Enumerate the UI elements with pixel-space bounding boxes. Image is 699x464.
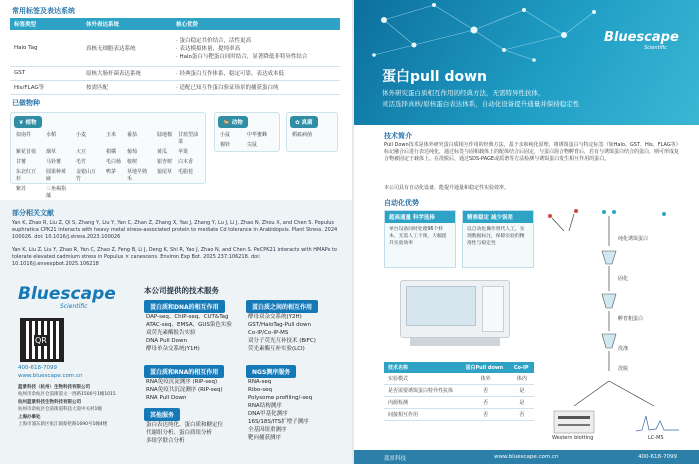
references-title: 部分相关文献 <box>12 209 54 217</box>
species-item: 金银山万竹 <box>75 169 96 182</box>
species-item: 毛脂苞 <box>178 169 194 175</box>
table-row <box>384 409 534 421</box>
service-list-rna <box>146 378 223 402</box>
advantage-line: · 经典蛋白互作体系，稳定可靠，表达成本低 <box>172 66 340 80</box>
service-list-other <box>146 421 223 445</box>
species-item: 苹果 <box>178 149 189 155</box>
banner-subtitle-1: 体外研究蛋白质相互作用的经典方法，无需特异性抗体， <box>382 89 545 97</box>
leaf-icon: ❦ <box>19 120 26 126</box>
service-item: 代谢组分析、蛋白质组分析 <box>146 430 213 436</box>
lc-ms-label: LC-MS <box>648 435 664 441</box>
tag-name: GST <box>10 66 82 80</box>
workflow-step-1: 纯化诱饵蛋白 <box>618 236 649 242</box>
company-phone: 400-618-7099 <box>18 365 57 371</box>
company-website: www.bluescape.com.cn <box>18 373 83 379</box>
table-cell: 是 <box>510 385 534 397</box>
service-item: 靶向捕获测序 <box>248 435 282 441</box>
animal-icon: 🐎 <box>223 120 232 126</box>
entity-name: 蓝景科技（杭州）生物科技有限公司 <box>18 385 90 390</box>
species-item: 毛竹 <box>75 159 86 165</box>
footer-website: www.bluescape.com.cn <box>494 454 559 460</box>
service-group-head: 其他服务 <box>144 408 180 421</box>
animal-label: 动物 <box>231 120 243 126</box>
plant-tag <box>14 116 42 128</box>
table-cell: 否 <box>461 397 509 409</box>
species-item: 玉米 <box>105 132 116 138</box>
fungi-tag <box>290 116 318 128</box>
service-item: 荧光素酶互补实验(LCI) <box>248 346 305 352</box>
service-item: 双分子荧光互补技术 (BiFC) <box>248 338 316 344</box>
service-item: 全基因组重测序 <box>248 427 287 433</box>
company-logo-sub: Scientific <box>60 303 88 310</box>
advantage-card-head: 超高通量 科学选择 <box>385 211 455 223</box>
service-group-head: 蛋白质和RNA的相互作用 <box>144 365 224 378</box>
service-item: 酵母双杂交系统(Y2H) <box>248 314 302 320</box>
hero-banner <box>354 0 699 125</box>
advantage-card-body: 以自动化操作替代人工，实现数据标注，保障实验的精准性与稳定性 <box>467 227 525 246</box>
species-item: 稻瘟病菌 <box>292 132 313 138</box>
service-group-head: NGS测序服务 <box>246 365 296 378</box>
species-item: 三角褐指藻 <box>45 186 66 199</box>
tag-name: His/FLAG等 <box>10 80 82 94</box>
species-item: 毛白杨 <box>105 159 121 165</box>
species-item: 圆果种黄麻 <box>45 169 66 182</box>
table-cell: 体外 <box>461 373 509 385</box>
species-section-title: 已做物种 <box>12 99 40 107</box>
service-item: DAP-seq、ChIP-seq、CUT&Tag <box>146 314 229 320</box>
tags-table <box>10 18 340 95</box>
services-title: 本公司提供的技术服务 <box>144 286 219 295</box>
reference-1: Yan K, Zhao R, Liu Z, Qi S, Zhang Y, Liu Y, Yan C, Zhan Z, Zhang X, Yao J, Zhang Y, Lu J, Li J, Zhao N, Zhou X, and Chen S. Populus euphratica CPK21 interacts with heavy metal stress-associated protein to mediate Cd tolerance in Arabidopsis. Plant Stress. 2024 100026. doi: 10.1016/j.stress.2023.100026 <box>12 220 338 240</box>
fungi-species-list <box>292 131 336 138</box>
compare-header: 技术名称 <box>384 362 461 373</box>
tag-name: Halo Tag <box>10 30 82 66</box>
species-item: 银杏树 <box>156 159 172 165</box>
reference-2: Yan K, Liu Z, Liu Y, Zhao R, Yan C, Zhao Z, Feng B, Li J, Deng K, Shi R, Yao J, Zhao N, and Chen S. PeCPK21 interacts with HMAPs to tolerate elevated cadmium stress in Populus × canescens. Environ Exp Bot. 2025 237:106218. doi: 10.1016/j.envexpbot.2025.106218 <box>12 247 337 267</box>
service-list-ngs <box>248 378 312 442</box>
species-item: 狼尾草 <box>156 169 172 175</box>
species-item: 桉树 <box>126 159 137 165</box>
species-item: 鸭茅 <box>105 169 116 175</box>
service-item: RNA Pull Down <box>146 395 187 401</box>
banner-title: 蛋白pull down <box>382 69 487 85</box>
workflow-step-5: 洗脱 <box>618 366 629 372</box>
service-group-head: 蛋白质之间的相互作用 <box>246 300 318 313</box>
service-item: Ribo-seq <box>248 387 273 393</box>
compare-header: 蛋白Pull down <box>461 362 509 373</box>
table-cell: 内源检测 <box>384 397 461 409</box>
automation-instrument-image <box>400 276 510 350</box>
table-cell: 是否需要诱饵蛋白特异性抗体 <box>384 385 461 397</box>
species-item: 水稻 <box>45 132 56 138</box>
service-item: Co-IP/Co-IP-MS <box>248 330 289 336</box>
service-item: DNA Pull Down <box>146 338 187 344</box>
species-item: 烟草 <box>45 149 56 155</box>
table-row <box>10 80 340 94</box>
service-group-head: 蛋白质和DNA的相互作用 <box>144 300 225 313</box>
species-item: 黄瓜 <box>156 149 167 155</box>
table-cell: 否 <box>510 409 534 421</box>
animal-tag <box>218 116 248 128</box>
tags-header-tag: 标签类型 <box>10 18 82 30</box>
species-item: 甘薯 <box>16 159 27 165</box>
entity-name: 杭州蓝景科技生物科技有限公司 <box>18 400 81 405</box>
advantage-card-precision <box>462 210 534 268</box>
advantage-line: · 适配已知互作蛋白验证场景的捕获蛋白纯 <box>172 80 340 94</box>
species-item: 东北红豆杉 <box>16 169 37 182</box>
table-cell: 间接相互作用 <box>384 409 461 421</box>
species-item: 甘蓝型油菜 <box>178 132 199 145</box>
service-item: 多组学联合分析 <box>146 438 185 444</box>
banner-logo: Bluescape <box>604 30 679 45</box>
service-list-protein <box>248 313 316 353</box>
workflow-diagram <box>544 206 692 446</box>
species-item: 紫苏 <box>16 186 27 192</box>
table-row <box>10 66 340 80</box>
animal-species-list <box>220 131 278 148</box>
western-blot-label: Western blotting <box>552 435 594 441</box>
service-item: 蛋白表达纯化、蛋白质和糖定位 <box>146 422 224 428</box>
advantage-card-throughput <box>384 210 456 268</box>
table-cell: 否 <box>461 385 509 397</box>
banner-subtitle-2: 灵活选择真核/原核蛋白表达体系，自动化设备提升通量并保持稳定性 <box>382 100 580 108</box>
fungi-label: 真菌 <box>301 120 313 126</box>
species-item: 陆地棉 <box>156 132 172 138</box>
species-item: 尖鼠 <box>247 142 258 148</box>
entity-name: 上海办事处 <box>18 415 41 420</box>
service-item: 16S/18S/ITS扩增子测序 <box>248 419 309 425</box>
service-list-dna <box>146 313 232 353</box>
qr-code <box>20 318 64 362</box>
entity-address: 杭州市余杭区仓前街道科技大道中关村1幢 <box>18 406 102 412</box>
table-row <box>384 397 534 409</box>
species-item: 柑橘 <box>105 149 116 155</box>
service-item: DNA甲基化测序 <box>248 411 288 417</box>
workflow-step-3: 孵育粗蛋白 <box>618 316 644 322</box>
service-item: RNA免疫沉淀测序 (RIP-seq) <box>146 379 218 385</box>
service-item: RNA结构测序 <box>248 403 282 409</box>
advantage-card-body: 单台设备同时处理96个样本，无需人工干预，大幅提升实验效率 <box>389 227 447 246</box>
advantage-line: · 蛋白稳定共价结合，活性更高 <box>176 37 251 44</box>
workflow-step-4: 洗涤 <box>618 346 629 352</box>
footer-bar <box>354 450 699 464</box>
species-item: 小麦 <box>75 132 86 138</box>
species-item: 马铃薯 <box>45 159 61 165</box>
service-item: Polysome profiling/-seq <box>248 395 313 401</box>
qr-label: QR <box>35 336 47 345</box>
compare-header: Co-IP <box>510 362 534 373</box>
tag-system: 按需匹配 <box>82 80 172 94</box>
intro-text: Pull Down技术是体外研究蛋白质相互作用的经典方法，基于亲和纯化原理，将诱饵蛋白与特定标签（如Halo、GST、His、FLAG等）标记融合后进行表达纯化，通过标签与固相载体上的配体结合后固定，与蛋白混合物孵育后，若有与诱饵蛋白结合的蛋白，则可形成复合物被固定于载体上。在洗脱后，通过SDS-PAGE或质谱等方法检测与诱饵蛋白发生相互作用的蛋白。 <box>384 142 680 162</box>
service-item: RNA-seq <box>248 379 272 385</box>
tags-section-title: 常用标签及表达系统 <box>12 7 75 15</box>
tag-system: 真核无细胞表达系统 <box>82 30 172 66</box>
company-entities <box>18 385 133 428</box>
entity-address: 杭州市余杭区仓前街道文一西路1500号1幢1015 <box>18 391 116 397</box>
species-item: 紫花苜蓿 <box>16 149 37 155</box>
footer-brand: 蓝景科技 <box>384 456 407 462</box>
table-cell: 体内 <box>510 373 534 385</box>
table-cell: 实验模式 <box>384 373 461 385</box>
tag-system: 原核大肠杆菌表达系统 <box>82 66 172 80</box>
advantages-title: 自动化优势 <box>384 199 419 207</box>
species-item: 棉铃 <box>220 142 231 148</box>
service-item: 双荧光素酶报告实验 <box>146 330 196 336</box>
species-item: 拟南芥 <box>16 132 32 138</box>
species-item: 白木香 <box>178 159 194 165</box>
workflow-step-2: 固化 <box>618 276 629 282</box>
tag-advantages <box>172 30 340 66</box>
service-item: ATAC-seq、EMSA、GUS染色实验 <box>146 322 232 328</box>
table-cell: 是 <box>510 397 534 409</box>
table-cell: 否 <box>461 409 509 421</box>
species-item: 葡萄 <box>126 149 137 155</box>
species-item: 番茄 <box>126 132 137 138</box>
plant-species-list <box>16 131 202 199</box>
intro-note: 本公司具有自动化设备，能提升通量和稳定性实验效率。 <box>384 185 510 191</box>
service-item: GST/HaloTag-Pull down <box>248 322 312 328</box>
table-row <box>384 373 534 385</box>
table-row <box>10 30 340 66</box>
species-item: 中华蜜蜂 <box>247 132 268 138</box>
advantage-line: · 表达模拟体量，提纯率高 <box>176 45 240 52</box>
banner-logo-sub: Scientific <box>644 45 667 51</box>
company-logo: Bluescape <box>18 284 116 304</box>
tags-header-advantage: 核心优势 <box>172 18 340 30</box>
right-page <box>354 0 699 464</box>
footer-phone: 400-618-7099 <box>638 454 677 460</box>
species-item: 大豆 <box>75 149 86 155</box>
service-item: 酵母单杂交系统(Y1H) <box>146 346 200 352</box>
advantage-card-head: 精准稳定 减少误差 <box>463 211 533 223</box>
tags-header-system: 体外表达系统 <box>82 18 172 30</box>
plant-label: 植物 <box>25 120 37 126</box>
intro-title: 技术简介 <box>384 132 412 140</box>
species-item: 草地早熟禾 <box>126 169 147 182</box>
advantage-line: · Halo蛋白与靶蛋白同时结合，显著降低非特异性结合 <box>176 53 308 60</box>
species-item: 小鼠 <box>220 132 231 138</box>
table-row <box>384 385 534 397</box>
mushroom-icon: ✿ <box>295 120 302 126</box>
service-item: RNA免疫共沉淀测序 (RIP-seq) <box>146 387 223 393</box>
comparison-table <box>384 362 534 421</box>
entity-address: 上海市浦东新区张江镇蔡伦路1690号1幢4楼 <box>18 421 108 427</box>
